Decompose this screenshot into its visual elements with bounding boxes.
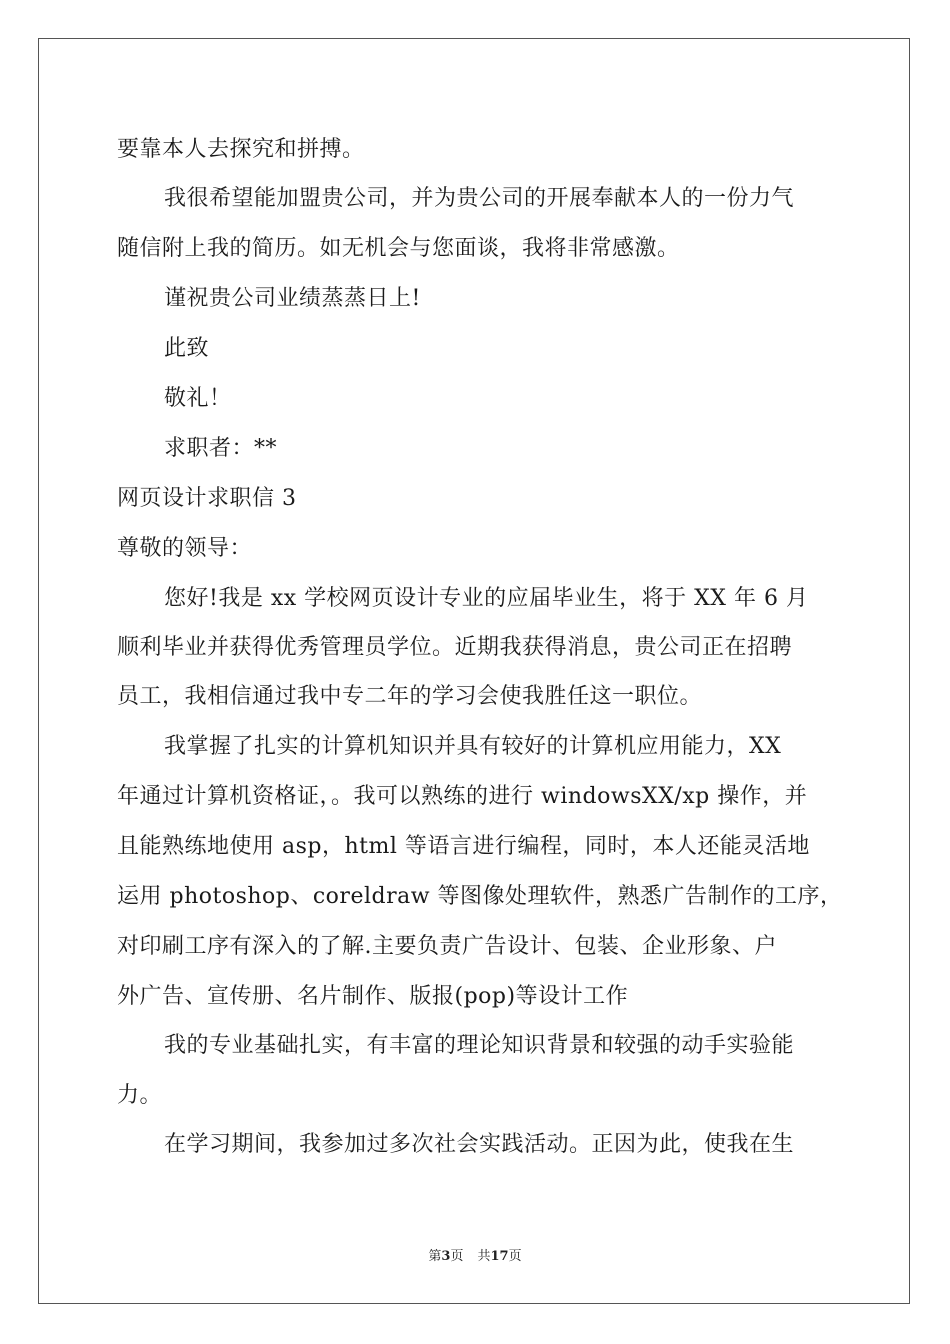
greeting: 尊敬的领导： [117, 536, 253, 561]
paragraph-line: 对印刷工序有深入的了解.主要负责广告设计、包装、企业形象、户 [117, 934, 777, 959]
closing-respect: 敬礼！ [164, 386, 232, 411]
paragraph-line: 在学习期间，我参加过多次社会实践活动。正因为此，使我在生 [164, 1132, 795, 1157]
page-prefix: 第 [428, 1249, 442, 1264]
paragraph-line: 力。 [117, 1083, 163, 1108]
paragraph-line: 我掌握了扎实的计算机知识并具有较好的计算机应用能力，XX [164, 734, 782, 759]
paragraph-line: 运用 photoshop、coreldraw 等图像处理软件，熟悉广告制作的工序， [117, 884, 843, 909]
paragraph-line: 员工，我相信通过我中专二年的学习会使我胜任这一职位。 [117, 684, 703, 709]
applicant-signature: 求职者：** [164, 436, 278, 461]
paragraph-line: 随信附上我的简历。如无机会与您面谈，我将非常感激。 [117, 236, 680, 261]
paragraph-line: 要靠本人去探究和拼搏。 [117, 137, 365, 162]
total-suffix: 页 [508, 1249, 522, 1264]
total-prefix: 共 [477, 1249, 491, 1264]
section-heading: 网页设计求职信 3 [117, 486, 297, 511]
closing-salutation: 此致 [164, 336, 210, 361]
paragraph-line: 且能熟练地使用 asp，html 等语言进行编程，同时，本人还能灵活地 [117, 834, 810, 859]
paragraph-line: 外广告、宣传册、名片制作、版报(pop)等设计工作 [117, 984, 629, 1009]
page-suffix: 页 [450, 1249, 464, 1264]
total-page-number: 17 [490, 1249, 509, 1264]
page-footer [0, 1248, 950, 1266]
page-border [38, 38, 910, 1304]
paragraph-line: 您好!我是 xx 学校网页设计专业的应届毕业生，将于 XX 年 6 月 [164, 586, 809, 611]
paragraph-line: 我很希望能加盟贵公司，并为贵公司的开展奉献本人的一份力气 [164, 186, 795, 211]
paragraph-line: 顺利毕业并获得优秀管理员学位。近期我获得消息，贵公司正在招聘 [117, 635, 793, 660]
current-page-number: 3 [441, 1249, 451, 1264]
closing-wish: 谨祝贵公司业绩蒸蒸日上! [164, 286, 421, 311]
paragraph-line: 年通过计算机资格证，。我可以熟练的进行 windowsXX/xp 操作，并 [117, 784, 808, 809]
paragraph-line: 我的专业基础扎实，有丰富的理论知识背景和较强的动手实验能 [164, 1033, 795, 1058]
